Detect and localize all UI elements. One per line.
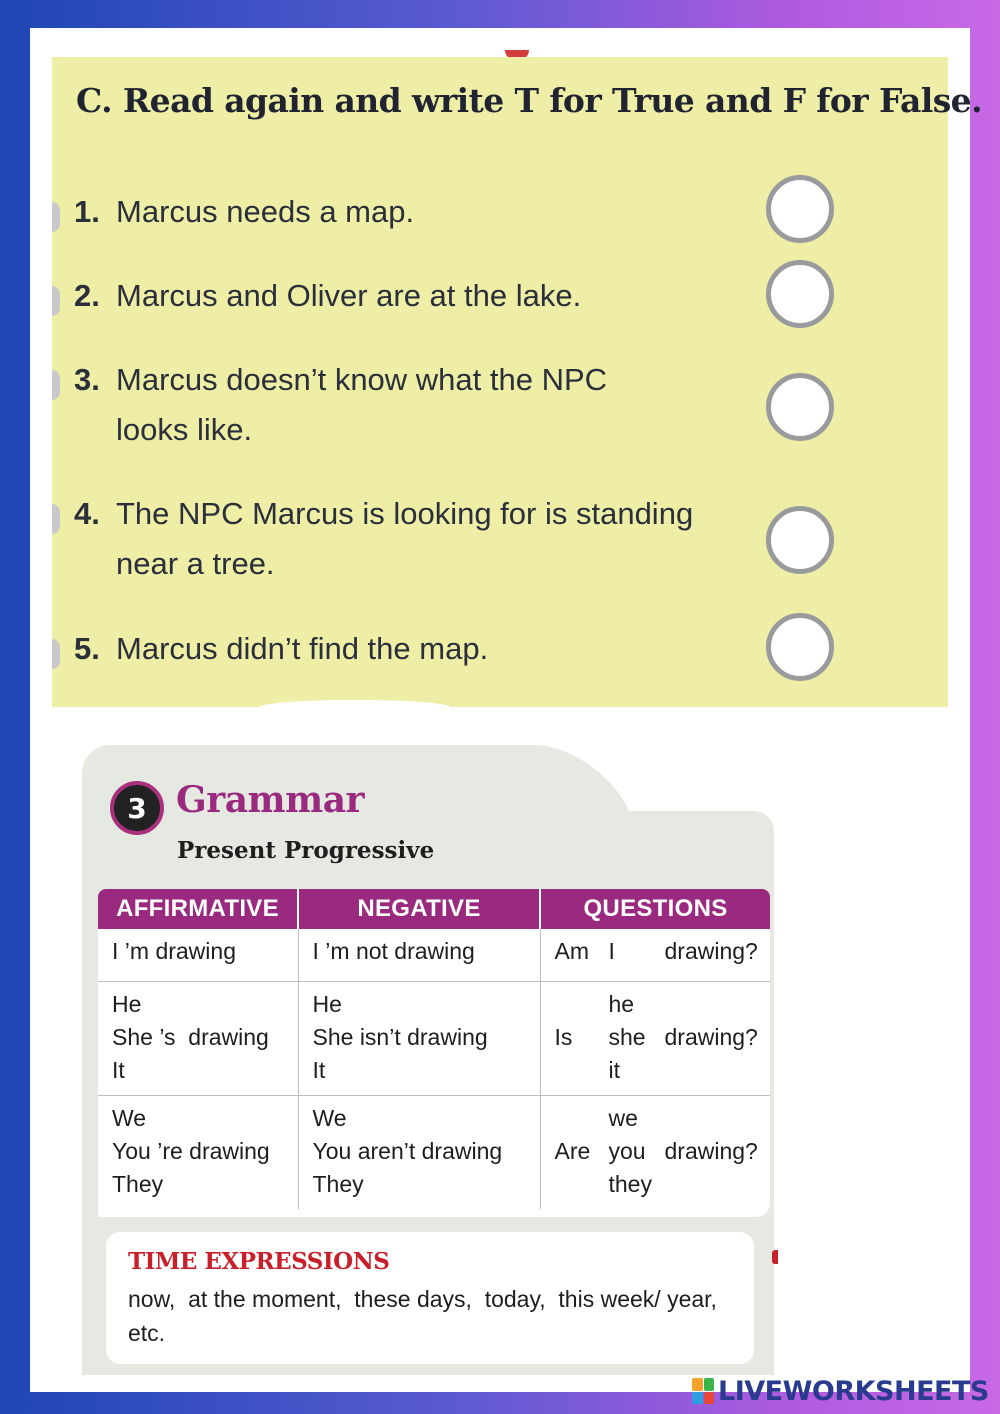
grammar-table-wrap — [98, 889, 770, 1217]
decorative-wave — [260, 700, 450, 714]
statement-text: Marcus needs a map. — [116, 194, 415, 229]
table-row — [98, 929, 770, 981]
section-number-badge: 3 — [110, 781, 164, 835]
question-cell — [540, 929, 770, 981]
bullet-marker — [52, 370, 60, 400]
question-cell — [540, 981, 770, 1095]
negative-cell — [298, 981, 540, 1095]
statement-number: 3. — [74, 362, 100, 397]
cell-line: It — [112, 1056, 125, 1083]
true-false-panel — [52, 57, 982, 707]
grammar-section — [82, 745, 774, 1375]
answer-circle-1[interactable] — [766, 175, 834, 243]
statement-number: 4. — [74, 496, 100, 531]
time-expressions-title: TIME EXPRESSIONS — [128, 1248, 390, 1275]
cell-line: They — [112, 1170, 164, 1197]
table-row — [98, 1095, 770, 1209]
liveworksheets-logo-icon — [692, 1378, 714, 1404]
question-subject: she — [608, 1023, 646, 1050]
question-subject: it — [608, 1056, 620, 1083]
question-subject: he — [608, 990, 635, 1017]
table-row — [98, 981, 770, 1095]
question-cell — [540, 1095, 770, 1209]
affirmative-cell — [98, 1095, 298, 1209]
bullet-marker — [52, 202, 60, 232]
question-subject: we — [608, 1104, 638, 1131]
cell-line: She ’s drawing — [112, 1023, 269, 1050]
cell-line: I ’m not drawing — [312, 938, 475, 964]
question-aux: Are — [554, 1137, 591, 1164]
exercise-title: C. Read again and write T for True and F for False. — [76, 81, 982, 120]
cell-line: He — [112, 990, 142, 1017]
header-questions: QUESTIONS — [540, 889, 770, 929]
statement-number: 2. — [74, 278, 100, 313]
header-negative: NEGATIVE — [298, 889, 540, 929]
answer-circle-4[interactable] — [766, 506, 834, 574]
cell-line: We — [312, 1104, 347, 1131]
statement-text: Marcus doesn’t know what the NPC looks like. — [116, 362, 608, 447]
statement-text: The NPC Marcus is looking for is standing near a tree. — [116, 496, 694, 581]
question-subject: they — [608, 1170, 652, 1197]
question-subject: you — [608, 1137, 646, 1164]
affirmative-cell — [98, 929, 298, 981]
affirmative-cell — [98, 981, 298, 1095]
bullet-marker — [52, 286, 60, 316]
negative-cell — [298, 929, 540, 981]
cell-line: They — [312, 1170, 364, 1197]
cell-line: She isn’t drawing — [312, 1023, 488, 1050]
question-aux: Am — [554, 938, 589, 964]
cell-line: We — [112, 1104, 147, 1131]
bullet-marker — [52, 639, 60, 669]
statement-number: 1. — [74, 194, 100, 229]
time-expressions-text: now, at the moment, these days, today, this week/ year, etc. — [128, 1286, 724, 1346]
statement-number: 5. — [74, 631, 100, 666]
negative-cell — [298, 1095, 540, 1209]
cell-line: You ’re drawing — [112, 1137, 270, 1164]
statement-text: Marcus and Oliver are at the lake. — [116, 278, 582, 313]
question-verb: drawing? — [664, 938, 758, 964]
decorative-dot — [772, 1250, 778, 1264]
header-affirmative: AFFIRMATIVE — [98, 889, 298, 929]
grammar-table — [98, 889, 770, 1209]
grammar-subtitle: Present Progressive — [177, 837, 435, 864]
question-aux: Is — [554, 1023, 573, 1050]
question-subject: I — [608, 938, 615, 964]
answer-circle-5[interactable] — [766, 613, 834, 681]
bullet-marker — [52, 504, 60, 534]
grammar-title: Grammar — [176, 779, 365, 821]
watermark-text: LIVEWORKSHEETS — [718, 1375, 989, 1407]
statement-text: Marcus didn’t find the map. — [116, 631, 489, 666]
answer-circle-2[interactable] — [766, 260, 834, 328]
time-expressions-box — [106, 1232, 754, 1364]
cell-line: He — [312, 990, 342, 1017]
cell-line: I ’m drawing — [112, 938, 236, 964]
cell-line: You aren’t drawing — [312, 1137, 503, 1164]
answer-circle-3[interactable] — [766, 373, 834, 441]
cell-line: It — [312, 1056, 326, 1083]
question-verb: drawing? — [664, 1023, 758, 1050]
question-verb: drawing? — [664, 1137, 758, 1164]
liveworksheets-watermark[interactable] — [692, 1374, 989, 1408]
